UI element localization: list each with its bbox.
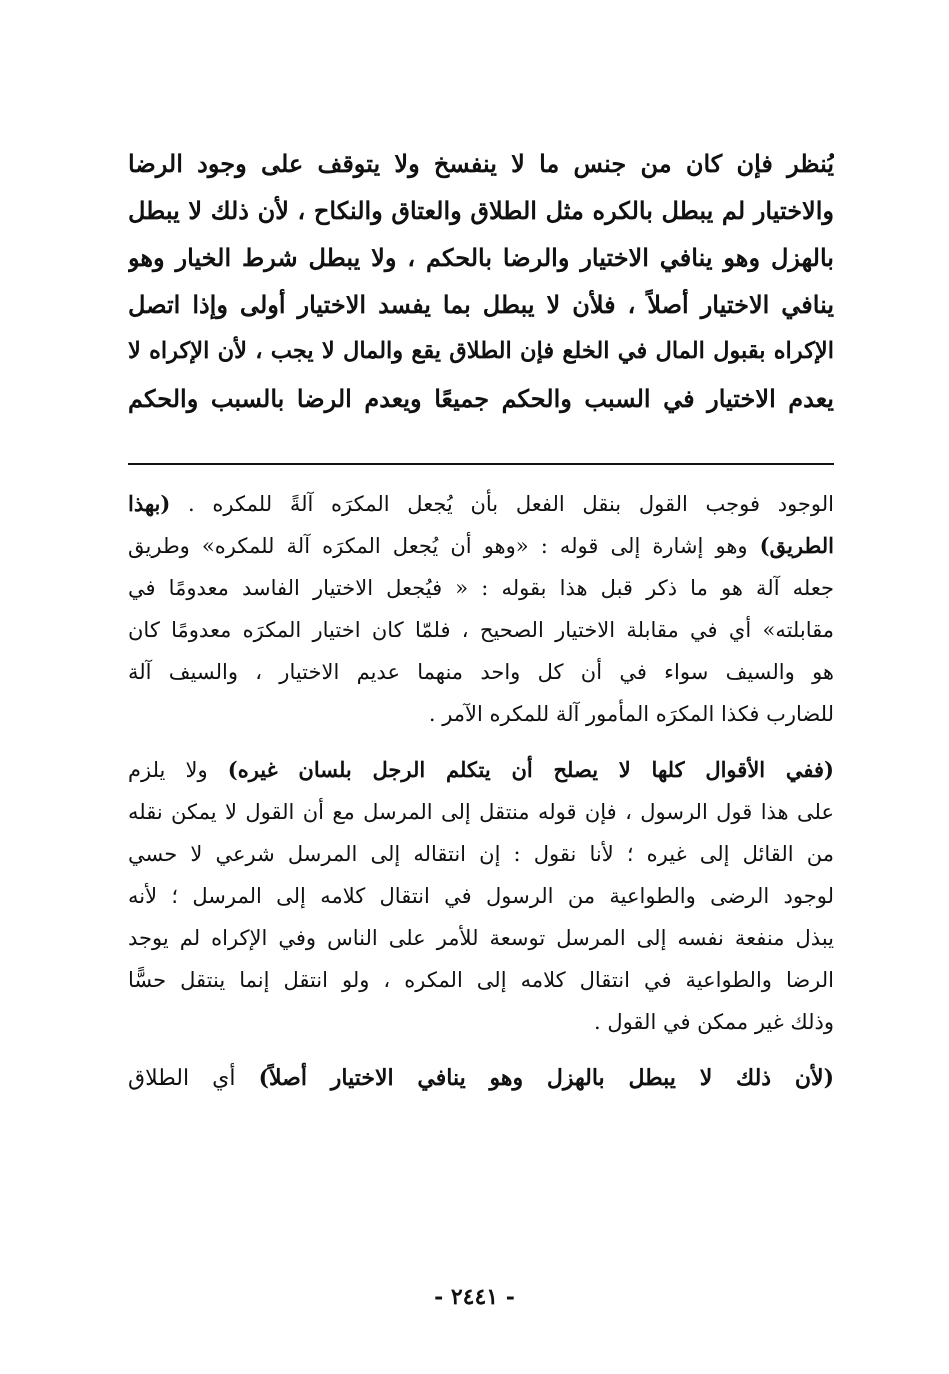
main-text [128, 140, 834, 422]
main-text-line: يعدم الاختيار في السبب والحكم جميعًا ويعدم الرضا بالسبب والحكم [128, 384, 834, 413]
footnote-line [128, 749, 834, 791]
footnote-line [128, 525, 834, 567]
footnote-line: على هذا قول الرسول ، فإن قوله منتقل إلى المرسل مع أن القول لا يمكن نقله [128, 800, 834, 824]
page-number: - ٢٤٤١ - [434, 1284, 515, 1310]
footnote-text: ولا يلزم [128, 758, 208, 782]
main-text-line: ينافي الاختيار أصلاً ، فلأن لا يبطل بما يفسد الاختيار أولى وإذا اتصل [128, 290, 834, 319]
footnote-line: جعله آلة هو ما ذكر قبل هذا بقوله : « فيُجعل الاختيار الفاسد معدومًا في [128, 576, 834, 600]
footnote-text: أي الطلاق [128, 1066, 236, 1091]
footnote-text: وهو إشارة إلى قوله : «وهو أن يُجعل المكرَه آلة للمكره» وطريق [128, 534, 748, 558]
paragraph-gap [128, 1043, 834, 1057]
footnote-line: لوجود الرضى والطواعية من الرسول في انتقال كلامه إلى المرسل ؛ لأنه [128, 884, 834, 908]
quoted-text: (ففي الأقوال كلها لا يصلح أن يتكلم الرجل بلسان غيره) [227, 757, 834, 782]
main-text-line: يُنظر فإن كان من جنس ما لا ينفسخ ولا يتوقف على وجود الرضا [128, 149, 834, 178]
footnote-line: مقابلته» أي في مقابلة الاختيار الصحيح ، فلمّا كان اختيار المكرَه معدومًا كان [128, 618, 834, 642]
footnote-line: هو والسيف سواء في أن كل واحد منهما عديم الاختيار ، والسيف آلة [128, 660, 834, 684]
footnote-line: وذلك غير ممكن في القول . [593, 1010, 834, 1034]
quoted-text: الطريق) [759, 533, 834, 558]
footnote-separator [128, 463, 834, 465]
footnote-text: الوجود فوجب القول بنقل الفعل بأن يُجعل المكرَه آلةً للمكره . [188, 492, 834, 516]
footnotes [128, 483, 834, 1099]
paragraph-gap [128, 735, 834, 749]
quoted-text: (لأن ذلك لا يبطل بالهزل وهو ينافي الاختيار أصلاً) [258, 1065, 834, 1091]
main-text-line: الإكراه بقبول المال في الخلع فإن الطلاق يقع والمال لا يجب ، لأن الإكراه لا [128, 338, 834, 364]
main-text-line: والاختيار لم يبطل بالكره مثل الطلاق والعتاق والنكاح ، لأن ذلك لا يبطل [128, 196, 834, 225]
footnote-line: للضارب فكذا المكرَه المأمور آلة للمكره الآمر . [428, 702, 834, 726]
footnote-line: يبذل منفعة نفسه إلى المرسل توسعة للأمر على الناس وفي الإكراه لم يوجد [128, 926, 834, 950]
footnote-line: الرضا والطواعية في انتقال كلامه إلى المكره ، ولو انتقل إنما ينتقل حسًّا [128, 968, 834, 992]
main-text-line: بالهزل وهو ينافي الاختيار والرضا بالحكم ، ولا يبطل شرط الخيار وهو [128, 243, 834, 272]
footnote-line: من القائل إلى غيره ؛ لأنا نقول : إن انتقاله إلى المرسل شرعي لا حسي [128, 842, 834, 866]
quoted-text: (بهذا [128, 491, 171, 516]
footnote-line [128, 1057, 834, 1099]
footnote-line [128, 483, 834, 525]
